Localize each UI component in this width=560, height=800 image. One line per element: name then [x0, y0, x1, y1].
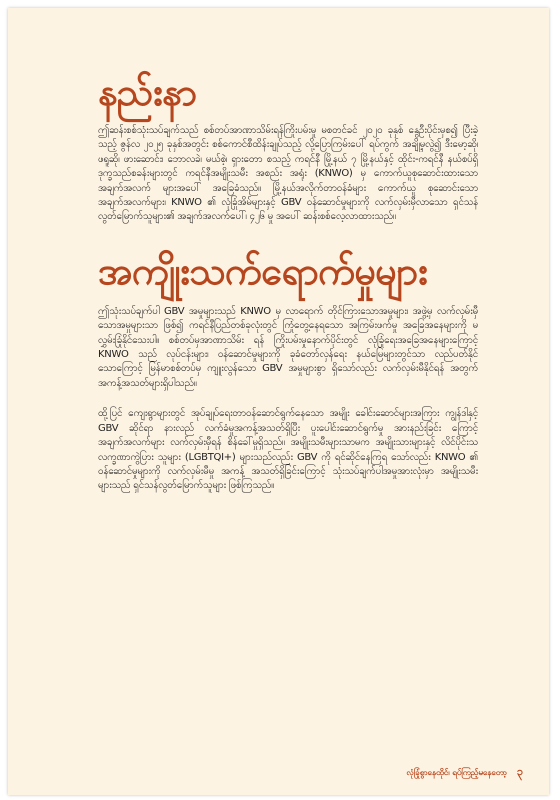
section-heading-impacts: အကျိုးသက်ရောက်မှုများ — [98, 248, 428, 293]
page-number: ၃ — [516, 765, 523, 778]
document-page — [8, 8, 549, 795]
section-heading-methodology: နည်းနာ — [98, 70, 197, 114]
page-content — [98, 68, 478, 510]
page-footer — [406, 765, 523, 781]
impacts-paragraph-1: ဤသုံးသပ်ချက်ပါ GBV အမှုများသည် KNWO မှ လာရောက် တိုင်ကြားသောအမှုများ၊ အဖွဲ့မှ လက်လှမ်းမှီသောအမှုများသာ ဖြစ်၍ ကရင်နီပြည်တစ်ခုလုံးတွင် ကြုံတွေ့နေရသော အကြမ်းဖက်မှု အခြေအနေများကို မလွှမ်းခြုံနိုင်သေးပါ။ စစ်တပ်မှအာဏာသိမ်း ရန် ကြိုးပမ်းမှုနောက်ပိုင်းတွင် လုံခြုံရေးအခြေအနေများကြောင့် KNWO သည် လုပ်ငန်းများ၊ ဝန်ဆောင်မှုများကို ခုခံတော်လှန်ရေး နယ်မြေများတွင်သာ လည်ပတ်နိုင်သောကြောင့် မြန်မာစစ်တပ်မှ ကျူးလွန်သော GBV အမှုများစွာ ရှိသော်လည်း လက်လှမ်းမီနိုင်ရန် အတွက် အကန့်အသတ်များရှိပါသည်။ — [98, 305, 478, 389]
methodology-paragraph: ဤဆန်းစစ်သုံးသပ်ချက်သည် စစ်တပ်အာဏာသိမ်းရန်ကြိုးပမ်းမှု မစတင်ခင် ၂၀၂၀ ခုနှစ် နွေဦးပိုင်းမှစ၍ ပြီးခဲ့သည့် ဇွန်လ ၂၀၂၅ ခုနှစ်အတွင်း စစ်ကောင်စီထိန်းချုပ်သည့် လို့ပြောကြမ်းပေါ် ရပ်ကွက် အချို့မှလွဲ၍ ဒီးမော့ဆို၊ ဖရူဆို၊ ဖားဆောင်း၊ ဘောလခဲ၊ မယ်စဲ့၊ ရှားတော စသည့် ကရင်နီ မြို့နယ် ၇ မြို့နယ်နှင့် ထိုင်း-ကရင်နီ နယ်စပ်ရှိ ဒုက္ခသည်စခန်းများတွင် ကရင်နီအမျိုးသမီး အစည်း အရုံး (KNWO) မှ ကောက်ယူစုဆောင်းထားသော အချက်အလက် များအပေါ် အခြေခံသည်။ မြို့နယ်အလိုက်တာဝန်ခံများ ကောက်ယူ စုဆောင်းသော အချက်အလက်များ၊ KNWO ၏ လုံခြုံအိမ်များနှင့် GBV ဝန်ဆောင်မှုများကို လက်လှမ်းမှီလာသော ရှင်သန် လွတ်မြောက်သူများ၏ အချက်အလက်ပေါ်၊ ၄၂၆ မှု အပေါ် ဆန်းစစ်လေ့လာထားသည်။ — [98, 125, 478, 223]
impacts-paragraph-2: ထို့ပြင် ကျေးရွာများတွင် အုပ်ချုပ်ရေးတာဝန်ဆောင်ရွက်နေသော အမျိုး ခေါင်းဆောင်များအကြား ကျွန်ဒါနှင့် GBV ဆိုင်ရာ နားလည် လက်ခံမှုအကန့်အသတ်ရှိပြီး ပူးပေါင်းဆောင်ရွက်မှု အားနည်းခြင်း ကြောင့် အချက်အလက်များ လက်လှမ်းမှီရန် စိန်ခေါ်မှုရှိသည်။ အမျိုးသမီးများသာမက အမျိုးသားများနှင့် လိင်ပိုင်းသလက္ခဏာကွဲပြား သူများ (LGBTQI+) များသည်လည်း GBV ကို ရင်ဆိုင်နေကြရ သော်လည်း KNWO ၏ ဝန်ဆောင်မှုများကို လက်လှမ်းမီမှု အကန့် အသတ်ရှိခြင်းကြောင့် သုံးသပ်ချက်ပါအမှုအားလုံးမှာ အမျိုးသမီး များသည် ရှင်သန်လွတ်မြောက်သူများ ဖြစ်ကြသည်။ — [98, 408, 478, 492]
footer-title: လုံခြုံစွာနေထိုင်၊ ရပ်ကြည့်မနေတော့ — [406, 768, 507, 777]
